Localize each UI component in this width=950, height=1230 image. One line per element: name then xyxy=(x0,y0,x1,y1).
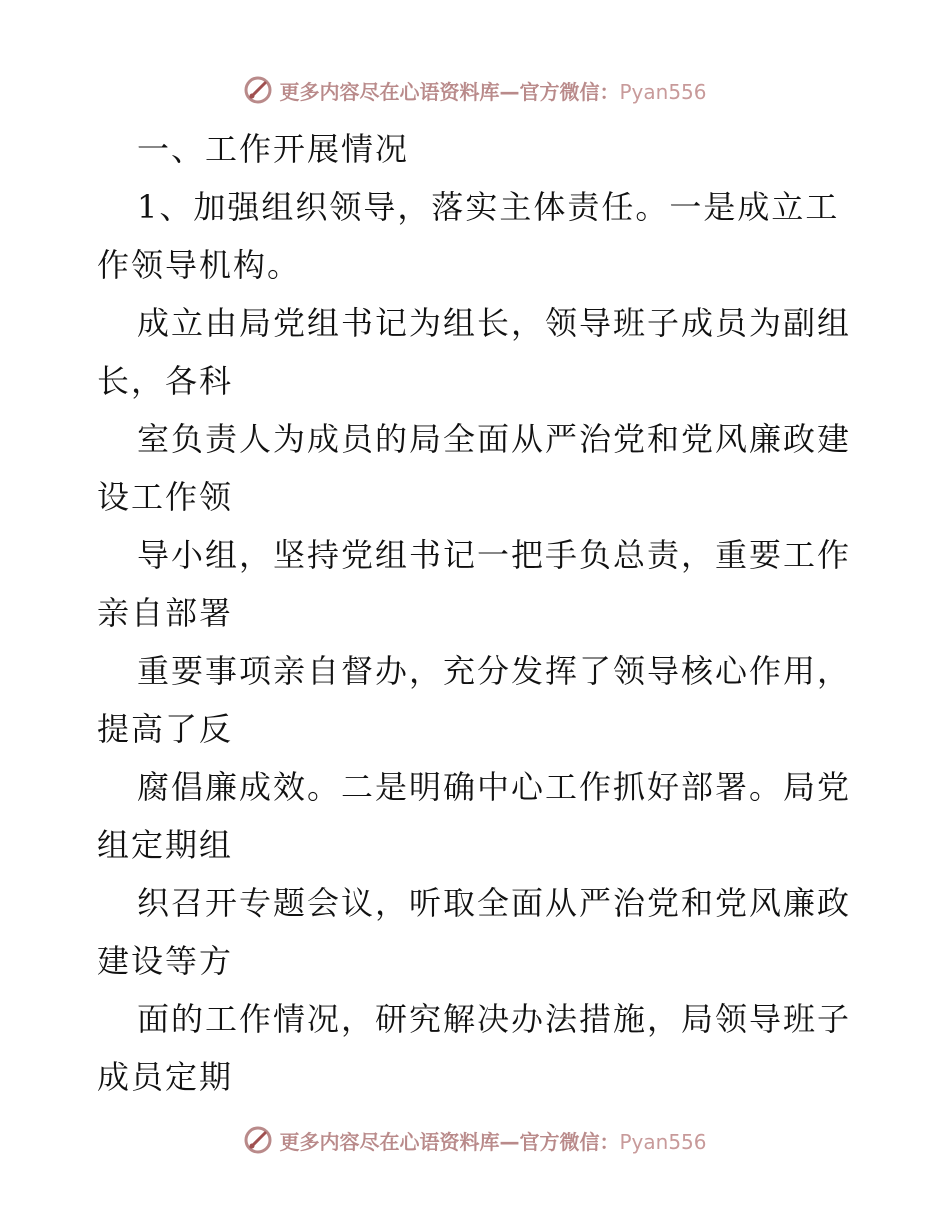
watermark-label: 更多内容尽在心语资料库—官方微信： xyxy=(279,79,620,104)
watermark-text xyxy=(279,76,706,105)
paragraph-line: 作领导机构。 xyxy=(97,246,302,284)
paragraph-line: 亲自部署 xyxy=(97,594,234,632)
footer-watermark-banner xyxy=(0,1120,950,1160)
ink-brush-logo-icon xyxy=(243,1125,273,1155)
paragraph-line: 建设等方 xyxy=(97,942,234,980)
watermark-text xyxy=(279,1126,706,1155)
paragraph-line: 成员定期 xyxy=(97,1058,234,1096)
wechat-account: Pyan556 xyxy=(619,1129,707,1154)
watermark-label: 更多内容尽在心语资料库—官方微信： xyxy=(279,1129,620,1154)
paragraph-line: 重要事项亲自督办，充分发挥了领导核心作用， xyxy=(137,652,852,690)
paragraph-line: 面的工作情况，研究解决办法措施，局领导班子 xyxy=(137,1000,852,1038)
paragraph-line: 腐倡廉成效。二是明确中心工作抓好部署。局党 xyxy=(137,768,852,806)
document-body xyxy=(97,120,857,1106)
paragraph-line: 组定期组 xyxy=(97,826,234,864)
paragraph-line: 织召开专题会议，听取全面从严治党和党风廉政 xyxy=(137,884,852,922)
paragraph-line: 成立由局党组书记为组长，领导班子成员为副组 xyxy=(137,304,852,342)
wechat-account: Pyan556 xyxy=(619,79,707,104)
header-watermark-banner xyxy=(0,70,950,110)
paragraph-line: 提高了反 xyxy=(97,710,234,748)
paragraph-line: 1、加强组织领导，落实主体责任。一是成立工 xyxy=(137,188,840,226)
paragraph-line: 室负责人为成员的局全面从严治党和党风廉政建 xyxy=(137,420,852,458)
paragraph-line: 设工作领 xyxy=(97,478,234,516)
ink-brush-logo-icon xyxy=(243,75,273,105)
paragraph-line: 长，各科 xyxy=(97,362,234,400)
paragraph-line: 导小组，坚持党组书记一把手负总责，重要工作 xyxy=(137,536,852,574)
section-heading: 一、工作开展情况 xyxy=(137,130,410,168)
